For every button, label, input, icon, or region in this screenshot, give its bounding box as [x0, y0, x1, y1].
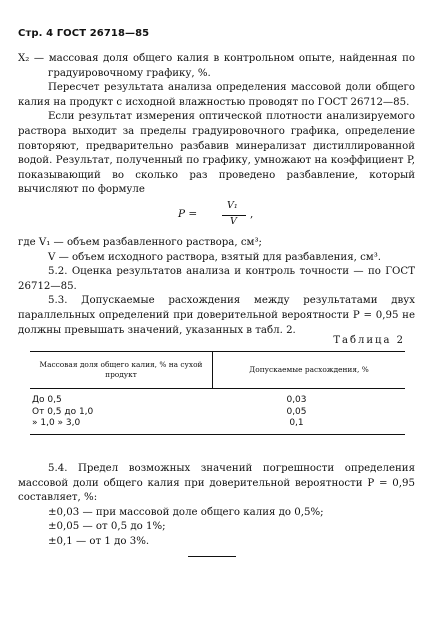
table-header-tolerance: Допускаемые расхождения, %	[249, 365, 369, 374]
limit-line: ±0,05 — от 0,5 до 1%;	[48, 521, 166, 533]
body-text-middle	[18, 236, 415, 338]
limit-line: ±0,03 — при массовой доле общего калия до 0,5%;	[48, 506, 324, 518]
table-cell-value: 0,1	[289, 418, 304, 428]
formula-comma: ,	[250, 208, 254, 220]
section-5-2: 5.2. Оценка результатов анализа и контроль точности — по ГОСТ 26712—85.	[18, 266, 415, 292]
formula-numerator: V₁	[227, 200, 238, 211]
table-cell-range: До 0,5	[32, 395, 62, 405]
table-header-row	[30, 352, 405, 389]
limit-line: ±0,1 — от 1 до 3%.	[48, 535, 150, 547]
table-header-mass-fraction: Массовая доля общего калия, % на сухой продукт	[30, 352, 213, 388]
table-row	[30, 418, 405, 430]
end-rule	[188, 556, 236, 557]
page-header: Стр. 4 ГОСТ 26718—85	[18, 28, 150, 39]
table-cell-range: » 1,0 » 3,0	[32, 418, 81, 428]
paragraph-dilution: Если результат измерения оптической плотности анализируемого раствора выходит за пределы градуировочного графика, определение повторяют, предварительно разбавив минерализат дистиллированной водой. Результат, полученный по графику, умножают на коэффициент P, показывающий во сколько раз проведено разбавление, который вычисляют по формуле	[18, 111, 415, 196]
table-cell-range: От 0,5 до 1,0	[32, 406, 94, 417]
where-v1: где V₁ — объем разбавленного раствора, см³;	[18, 237, 262, 248]
table-row	[30, 395, 405, 407]
table-cell-value: 0,05	[286, 406, 307, 417]
formula-lhs: P =	[178, 208, 198, 220]
formula-denominator: V	[230, 216, 237, 227]
paragraph-recalculation: Пересчет результата анализа определения массовой доли общего калия на продукт с исходной влажностью проводят по ГОСТ 26712—85.	[18, 82, 415, 108]
table-cell-value: 0,03	[286, 395, 307, 405]
section-5-3: 5.3. Допускаемые расхождения между результатами двух параллельных определений при доверительной вероятности P = 0,95 не должны превышать значений, указанных в табл. 2.	[18, 295, 415, 336]
table-caption: Таблица 2	[333, 335, 405, 346]
body-text-bottom	[18, 462, 415, 550]
dilution-formula	[0, 199, 427, 233]
section-5-4: 5.4. Предел возможных значений погрешности определения массовой доли общего калия при доверительной вероятности P = 0,95 составляет, %:	[18, 463, 415, 504]
table-row	[30, 407, 405, 419]
tolerance-table	[30, 351, 405, 435]
table-body	[30, 389, 405, 435]
x2-definition: X₂ — массовая доля общего калия в контрольном опыте, найденная по градуировочному графику, %.	[18, 53, 415, 79]
where-v: V — объем исходного раствора, взятый для разбавления, см³.	[48, 251, 382, 263]
body-text-top	[18, 52, 415, 198]
